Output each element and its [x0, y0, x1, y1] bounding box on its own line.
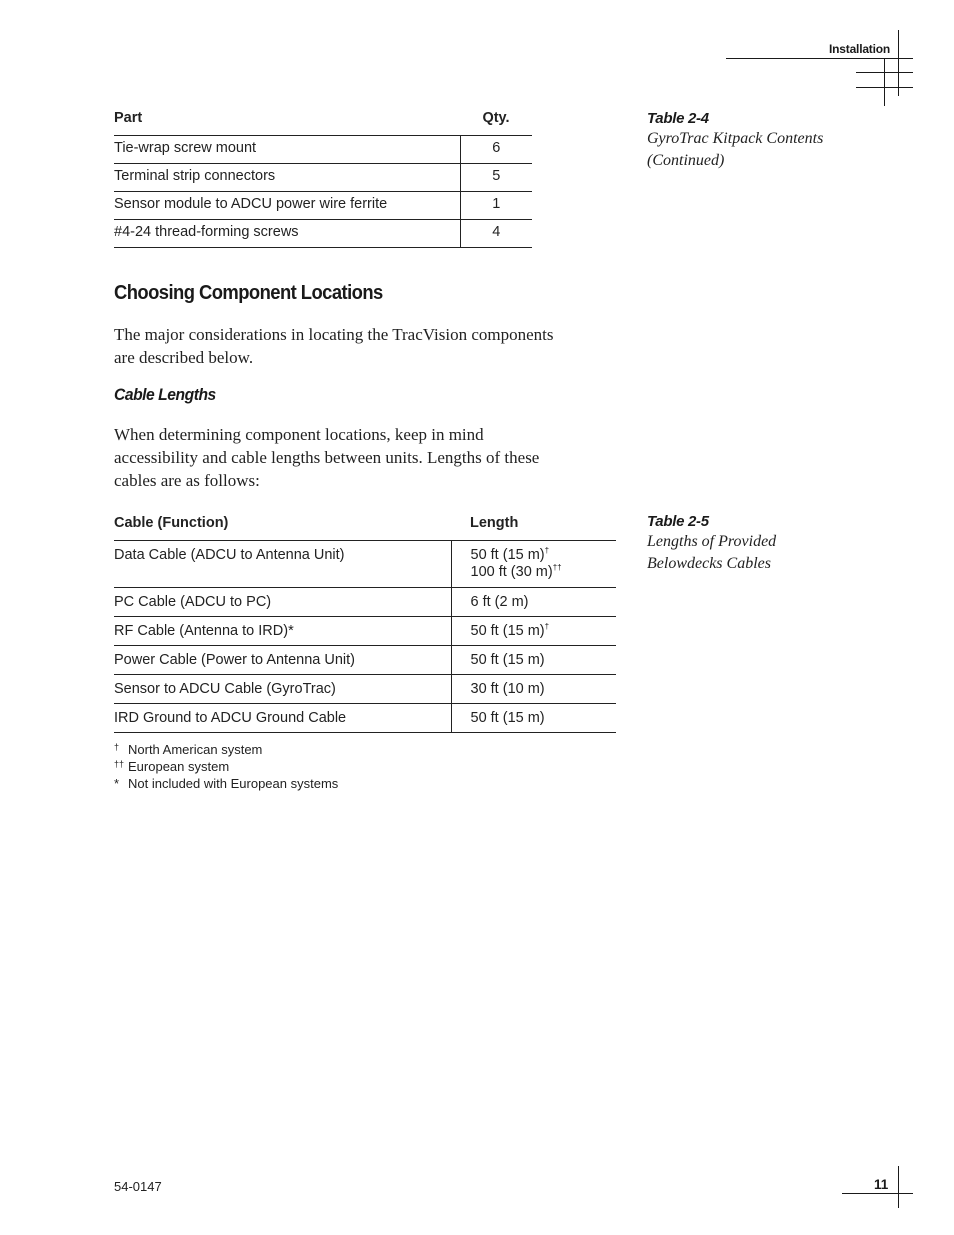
- qty-cell: 6: [460, 136, 532, 164]
- table-row: [114, 192, 532, 220]
- footnote-symbol: †: [114, 742, 120, 752]
- length-value: 50 ft (15 m): [470, 547, 545, 563]
- cable-cell: RF Cable (Antenna to IRD)*: [114, 617, 451, 646]
- caption-line: GyroTrac Kitpack Contents: [647, 130, 824, 147]
- length-value: 30 ft (10 m): [470, 681, 545, 697]
- cable-cell: Sensor to ADCU Cable (GyroTrac): [114, 675, 451, 704]
- footnote: [114, 775, 338, 792]
- cable-column-header: Cable (Function): [114, 515, 451, 541]
- length-value: 50 ft (15 m): [470, 623, 545, 639]
- part-cell: Sensor module to ADCU power wire ferrite: [114, 192, 460, 220]
- part-column-header: Part: [114, 110, 460, 136]
- length-value: 100 ft (30 m): [470, 564, 553, 580]
- caption-line: Lengths of Provided: [647, 533, 777, 550]
- qty-cell: 4: [460, 220, 532, 248]
- caption-line: Belowdecks Cables: [647, 555, 771, 572]
- length-cell: [451, 617, 616, 646]
- footnote-text: North American system: [128, 742, 263, 757]
- part-cell: Tie-wrap screw mount: [114, 136, 460, 164]
- table-header-row: [114, 110, 532, 136]
- body-paragraph: [114, 423, 614, 492]
- qty-cell: 5: [460, 164, 532, 192]
- document-number: 54-0147: [114, 1179, 162, 1194]
- footnote-mark: †: [544, 546, 550, 556]
- cable-cell: PC Cable (ADCU to PC): [114, 588, 451, 617]
- cable-lengths-table: [114, 515, 616, 733]
- subsection-heading: Cable Lengths: [114, 385, 216, 404]
- qty-cell: 1: [460, 192, 532, 220]
- table-footnotes: [114, 741, 338, 792]
- crop-mark-vertical-2: [884, 58, 885, 106]
- table-row: [114, 646, 616, 675]
- intro-paragraph: [114, 323, 614, 369]
- text-line: The major considerations in locating the TracVision components: [114, 325, 554, 344]
- kitpack-contents-table: [114, 110, 532, 248]
- text-line: When determining component locations, keep in mind: [114, 425, 484, 444]
- crop-mark-horizontal: [856, 72, 913, 73]
- caption-label: Table 2-5: [647, 513, 709, 530]
- footnote-symbol: *: [114, 776, 120, 791]
- table-2-5-caption: [647, 513, 776, 575]
- table-row: [114, 704, 616, 733]
- footnote: [114, 741, 338, 758]
- table-row: [114, 588, 616, 617]
- length-value: 6 ft (2 m): [470, 594, 529, 610]
- table-row: [114, 675, 616, 704]
- text-line: are described below.: [114, 348, 254, 367]
- length-value: 50 ft (15 m): [470, 652, 545, 668]
- table-row: [114, 220, 532, 248]
- length-cell: [451, 588, 616, 617]
- length-cell: [451, 675, 616, 704]
- caption-label: Table 2-4: [647, 110, 709, 127]
- footnote: [114, 758, 338, 775]
- table-row: [114, 617, 616, 646]
- footer-crop-mark: [898, 1166, 899, 1208]
- section-heading: Choosing Component Locations: [114, 282, 383, 304]
- footnote-symbol: ††: [114, 759, 125, 769]
- length-cell: [451, 541, 616, 588]
- table-row: [114, 136, 532, 164]
- part-cell: #4-24 thread-forming screws: [114, 220, 460, 248]
- length-cell: [451, 646, 616, 675]
- table-2-4-caption: [647, 110, 823, 172]
- footnote-mark: ††: [552, 563, 562, 573]
- cable-cell: Power Cable (Power to Antenna Unit): [114, 646, 451, 675]
- part-cell: Terminal strip connectors: [114, 164, 460, 192]
- cable-cell: Data Cable (ADCU to Antenna Unit): [114, 541, 451, 588]
- text-line: accessibility and cable lengths between units. Lengths of these: [114, 448, 540, 467]
- cable-cell: IRD Ground to ADCU Ground Cable: [114, 704, 451, 733]
- footnote-text: European system: [128, 759, 230, 774]
- page-number: 11: [874, 1177, 889, 1192]
- crop-mark-horizontal-2: [856, 87, 913, 88]
- running-header: Installation: [829, 42, 890, 56]
- length-value-alt: [471, 564, 617, 580]
- table-row: [114, 164, 532, 192]
- footer-rule: [842, 1193, 913, 1194]
- table-header-row: [114, 515, 616, 541]
- length-cell: [451, 704, 616, 733]
- caption-line: (Continued): [647, 152, 725, 169]
- footnote-text: Not included with European systems: [128, 776, 339, 791]
- length-value: 50 ft (15 m): [470, 710, 545, 726]
- table-row: [114, 541, 616, 588]
- text-line: cables are as follows:: [114, 471, 260, 490]
- qty-column-header: Qty.: [460, 110, 532, 136]
- length-column-header: Length: [451, 515, 616, 541]
- footnote-mark: †: [544, 622, 550, 632]
